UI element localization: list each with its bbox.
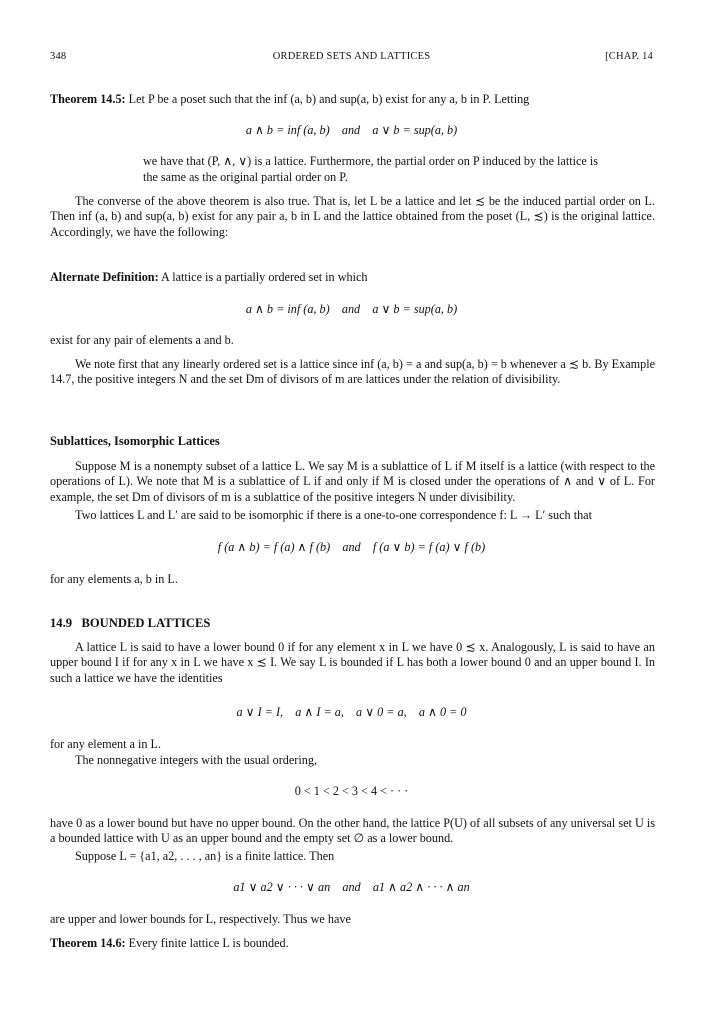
theorem-14-5-text: Let P be a poset such that the inf (a, b) and sup(a, b) exist for any a, b in P. Letting — [128, 92, 530, 106]
bounded-paragraph-1: A lattice L is said to have a lower bound 0 if for any element x in L we have 0 ≾ x. Analogously, L is said to have an upper bound I if for any x in L we have x ≾ I. We say L is bounded if L has both a lower bound 0 and an upper bound I. In such a lattice we have the identities — [50, 640, 655, 685]
section-14-9-heading: 14.9 BOUNDED LATTICES — [50, 616, 211, 630]
bounded-paragraph-2: have 0 as a lower bound but have no upper bound. On the other hand, the lattice P(U) of all subsets of any universal set U is a bounded lattice with U as an upper bound and the empty set ∅ as a lower bound. — [50, 816, 655, 846]
running-title: ORDERED SETS AND LATTICES — [272, 51, 431, 62]
theorem-14-5 — [50, 92, 655, 107]
finite-intro: Suppose L = {a1, a2, . . . , an} is a finite lattice. Then — [75, 849, 335, 863]
alternate-definition-after: exist for any pair of elements a and b. — [50, 333, 234, 347]
alternate-definition — [50, 270, 655, 285]
finite-bounds-formula: a1 ∨ a2 ∨ · · · ∨ an and a1 ∧ a2 ∧ · · · ∧ an — [233, 880, 470, 894]
converse-paragraph: The converse of the above theorem is also true. That is, let L be a lattice and let ≾ be the induced partial order on L. Then inf (a, b) and sup(a, b) exist for any pair a, b in L and the lattice obtained from the poset (L, ≾) is the original lattice. Accordingly, we have the following: — [50, 194, 655, 239]
alternate-definition-label: Alternate Definition: — [50, 270, 159, 284]
finite-after: are upper and lower bounds for L, respectively. Thus we have — [50, 912, 351, 926]
theorem-14-5-formula: a ∧ b = inf (a, b) and a ∨ b = sup(a, b) — [245, 123, 458, 137]
theorem-14-6-label: Theorem 14.6: — [50, 936, 126, 950]
alternate-definition-formula: a ∧ b = inf (a, b) and a ∨ b = sup(a, b) — [245, 302, 458, 316]
theorem-14-5-conclusion-1: we have that (P, ∧, ∨) is a lattice. Furthermore, the partial order on P induced by the lattice is — [143, 154, 598, 168]
theorem-14-6-text: Every finite lattice L is bounded. — [128, 936, 289, 950]
sublattices-heading: Sublattices, Isomorphic Lattices — [50, 434, 220, 448]
theorem-14-5-label: Theorem 14.5: — [50, 92, 126, 106]
isomorphism-formula: f (a ∧ b) = f (a) ∧ f (b) and f (a ∨ b) = f (a) ∨ f (b) — [217, 540, 486, 554]
theorem-14-6 — [50, 936, 655, 951]
sublattices-after: for any elements a, b in L. — [50, 572, 178, 586]
nonneg-chain: 0 < 1 < 2 < 3 < 4 < · · · — [294, 784, 409, 798]
alternate-definition-text: A lattice is a partially ordered set in which — [161, 270, 368, 284]
sublattices-paragraph-2: Two lattices L and L′ are said to be isomorphic if there is a one-to-one correspondence f: L → L′ such that — [75, 508, 592, 522]
nonneg-intro: The nonnegative integers with the usual ordering, — [75, 753, 317, 767]
chapter-label: [CHAP. 14 — [605, 51, 653, 62]
sublattices-paragraph-1: Suppose M is a nonempty subset of a lattice L. We say M is a sublattice of L if M itself is a lattice (with respect to the operations of L). We note that M is a sublattice of L if and only if M is closed under the operations of ∧ and ∨ of L. For example, the set Dm of divisors of m is a sublattice of the positive integers N under divisibility. — [50, 459, 655, 504]
bounded-after-identities: for any element a in L. — [50, 737, 161, 751]
bounded-identities: a ∨ I = I, a ∧ I = a, a ∨ 0 = a, a ∧ 0 = 0 — [236, 705, 467, 719]
theorem-14-5-conclusion-2: the same as the original partial order on P. — [143, 170, 348, 184]
linear-order-paragraph: We note first that any linearly ordered set is a lattice since inf (a, b) = a and sup(a, b) = b whenever a ≾ b. By Example 14.7, the positive integers N and the set Dm of divisors of m are lattices under the relation of divisibility. — [50, 357, 655, 387]
page-number: 348 — [50, 51, 67, 62]
